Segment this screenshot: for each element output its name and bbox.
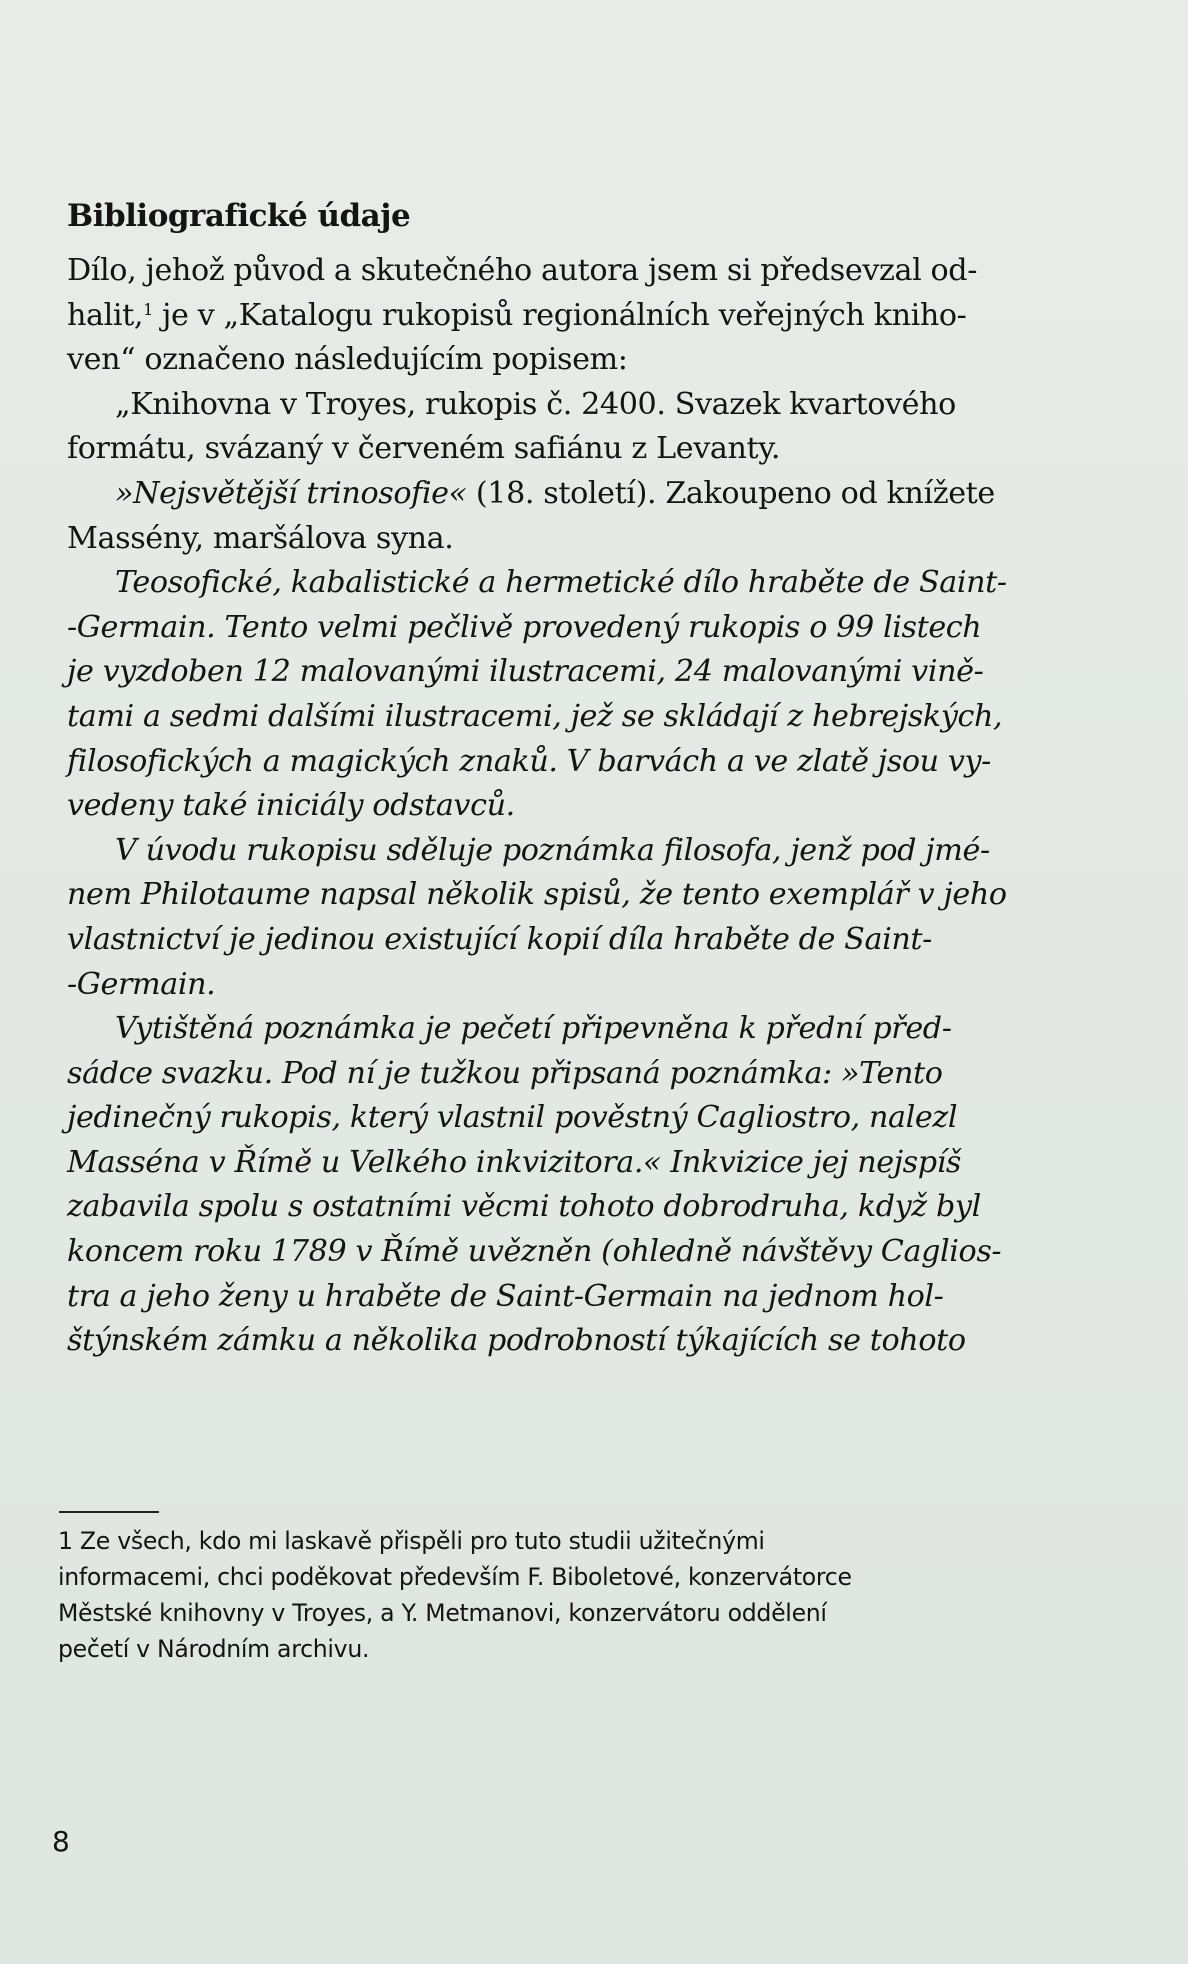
text-line: Masséna v Římě u Velkého inkvizitora.« Inkvizice jej nejspíš <box>67 1144 962 1180</box>
footnote-line: informacemi, chci poděkovat především F. Biboletové, konzervátorce <box>58 1563 852 1591</box>
footnote-line: pečetí v Národním archivu. <box>58 1635 370 1663</box>
footnote-divider <box>59 1511 159 1513</box>
text-line: filosofických a magických znaků. V barvách a ve zlatě jsou vy- <box>67 743 991 779</box>
text-line <box>67 249 1007 294</box>
text-span: formátu, svázaný v červeném safiánu z Levanty. <box>67 431 781 467</box>
footnote <box>58 1523 1018 1667</box>
text-line: -Germain. Tento velmi pečlivě provedený rukopis o 99 listech <box>67 609 982 645</box>
text-span: halit, <box>67 297 144 333</box>
footnote-line: Městské knihovny v Troyes, a Y. Metmanovi, konzervátoru oddělení <box>58 1599 827 1627</box>
text-line: sádce svazku. Pod ní je tužkou připsaná poznámka: »Tento <box>67 1055 943 1091</box>
text-span: Massény, maršálova syna. <box>67 520 454 556</box>
page-number: 8 <box>52 1825 70 1858</box>
text-line <box>67 472 1007 517</box>
text-line: tra a jeho ženy u hraběte de Saint-Germain na jednom hol- <box>67 1278 944 1314</box>
text-line <box>67 338 1007 383</box>
text-span: Dílo, jehož původ a skutečného autora jsem si předsevzal od- <box>67 253 978 288</box>
book-title: »Nejsvětější trinosofie« <box>115 475 467 511</box>
text-line <box>67 517 1007 562</box>
text-line <box>67 427 1007 472</box>
text-span: „Knihovna v Troyes, rukopis č. 2400. Svazek kvartového <box>115 386 956 422</box>
body-text <box>67 249 1007 1364</box>
text-line: -Germain. <box>67 966 216 1002</box>
text-line: zabavila spolu s ostatními věcmi tohoto dobrodruha, když byl <box>67 1189 981 1225</box>
text-line: koncem roku 1789 v Římě uvězněn (ohledně návštěvy Caglios- <box>67 1234 1002 1270</box>
text-line: tami a sedmi dalšími ilustracemi, jež se skládají z hebrejských, <box>67 698 1003 734</box>
text-line: štýnském zámku a několika podrobností týkajících se tohoto <box>67 1323 966 1359</box>
text-span: ven“ označeno následujícím popisem: <box>67 342 628 378</box>
text-line: vlastnictví je jedinou existující kopií díla hraběte de Saint- <box>67 921 932 957</box>
footnote-reference: 1 <box>143 299 153 319</box>
text-line <box>67 383 1007 428</box>
footnote-line: 1 Ze všech, kdo mi laskavě přispěli pro tuto studii užitečnými <box>58 1527 765 1555</box>
text-line: je vyzdoben 12 malovanými ilustracemi, 24 malovanými vině- <box>67 654 984 690</box>
text-line <box>67 294 1007 339</box>
text-line: V úvodu rukopisu sděluje poznámka filosofa, jenž pod jmé- <box>115 832 990 868</box>
text-span: (18. století). Zakoupeno od knížete <box>466 475 995 511</box>
text-line: Vytištěná poznámka je pečetí připevněna k přední před- <box>115 1011 952 1047</box>
text-span: je v „Katalogu rukopisů regionálních veřejných kniho- <box>152 297 967 333</box>
section-heading: Bibliografické údaje <box>67 198 411 234</box>
text-line: vedeny také iniciály odstavců. <box>67 788 515 824</box>
text-line: Teosofické, kabalistické a hermetické dílo hraběte de Saint- <box>115 565 1007 601</box>
text-line: jedinečný rukopis, který vlastnil pověstný Cagliostro, nalezl <box>67 1100 958 1136</box>
text-line: nem Philotaume napsal několik spisů, že tento exemplář v jeho <box>67 877 1007 913</box>
